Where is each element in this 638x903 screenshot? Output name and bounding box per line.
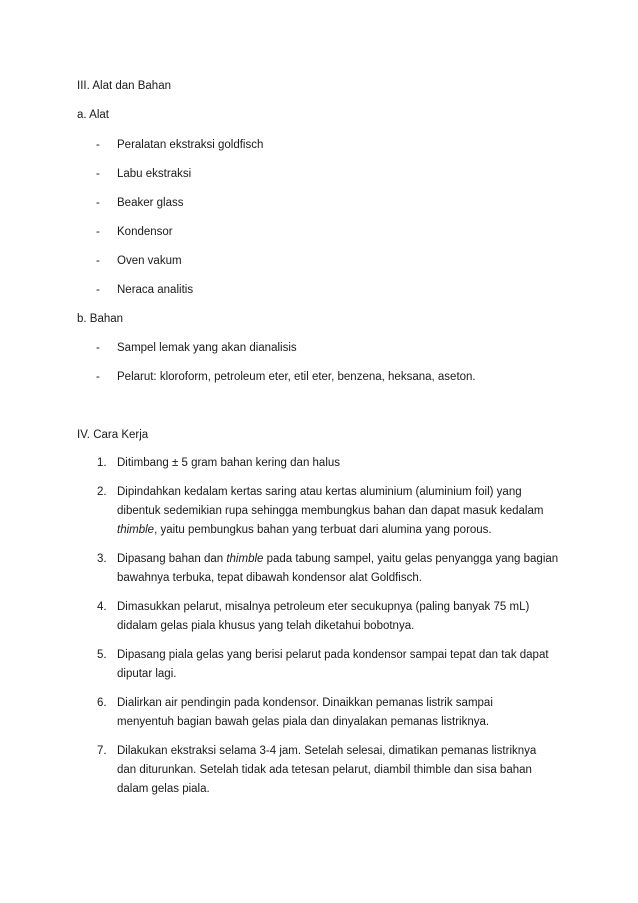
alat-item: Labu ekstraksi	[117, 168, 192, 180]
section-4-heading: IV. Cara Kerja	[77, 429, 149, 441]
step-line: bawahnya terbuka, tepat dibawah kondensor alat Goldfisch.	[117, 572, 422, 584]
step-line-rest: , yaitu pembungkus bahan yang terbuat dari alumina yang porous.	[154, 524, 492, 536]
step-line-start: Dipasang bahan dan	[117, 553, 227, 565]
step-line: Dimasukkan pelarut, misalnya petroleum eter secukupnya (paling banyak 75 mL)	[117, 601, 530, 613]
bahan-item: Sampel lemak yang akan dianalisis	[117, 342, 297, 354]
step-number: 1.	[97, 457, 107, 469]
step-line: didalam gelas piala khusus yang telah diketahui bobotnya.	[117, 620, 415, 632]
step-number: 7.	[97, 745, 107, 757]
bullet-dash: -	[96, 342, 100, 354]
step-line: Ditimbang ± 5 gram bahan kering dan halus	[117, 457, 341, 469]
step-number: 3.	[97, 553, 107, 565]
bullet-dash: -	[96, 197, 100, 209]
thimble-term: thimble	[117, 524, 155, 536]
step-line: diputar lagi.	[117, 668, 177, 680]
bullet-dash: -	[96, 226, 100, 238]
step-number: 5.	[97, 649, 107, 661]
bullet-dash: -	[96, 371, 100, 383]
step-line: dan diturunkan. Setelah tidak ada tetesan pelarut, diambil thimble dan sisa bahan	[117, 764, 532, 776]
bullet-dash: -	[96, 168, 100, 180]
bullet-dash: -	[96, 139, 100, 151]
alat-item: Neraca analitis	[117, 284, 194, 296]
step-line: Dialirkan air pendingin pada kondensor. Dinaikkan pemanas listrik sampai	[117, 697, 493, 709]
alat-item: Peralatan ekstraksi goldfisch	[117, 139, 264, 151]
bahan-item: Pelarut: kloroform, petroleum eter, etil eter, benzena, heksana, aseton.	[117, 371, 476, 383]
alat-item: Beaker glass	[117, 197, 184, 209]
step-line: Dipasang piala gelas yang berisi pelarut pada kondensor sampai tepat dan tak dapat	[117, 649, 549, 661]
step-line-rest: pada tabung sampel, yaitu gelas penyangga yang bagian	[263, 553, 559, 565]
bullet-dash: -	[96, 255, 100, 267]
step-line: Dilakukan ekstraksi selama 3-4 jam. Setelah selesai, dimatikan pemanas listriknya	[117, 745, 537, 757]
step-line: Dipindahkan kedalam kertas saring atau kertas aluminium (aluminium foil) yang	[117, 486, 522, 498]
step-line: dalam gelas piala.	[117, 783, 210, 795]
bullet-dash: -	[96, 284, 100, 296]
step-line-composite	[117, 523, 492, 537]
thimble-term: thimble	[226, 553, 264, 565]
step-line: menyentuh bagian bawah gelas piala dan dinyalakan pemanas listriknya.	[117, 716, 490, 728]
alat-item: Oven vakum	[117, 255, 182, 267]
alat-item: Kondensor	[117, 226, 173, 238]
step-line: dibentuk sedemikian rupa sehingga membungkus bahan dan dapat masuk kedalam	[117, 505, 544, 517]
step-number: 4.	[97, 601, 107, 613]
step-number: 6.	[97, 697, 107, 709]
alat-heading: a. Alat	[77, 109, 109, 121]
bahan-heading: b. Bahan	[77, 313, 124, 325]
section-3-heading: III. Alat dan Bahan	[77, 80, 171, 92]
step-number: 2.	[97, 486, 107, 498]
step-line-composite	[117, 552, 558, 566]
